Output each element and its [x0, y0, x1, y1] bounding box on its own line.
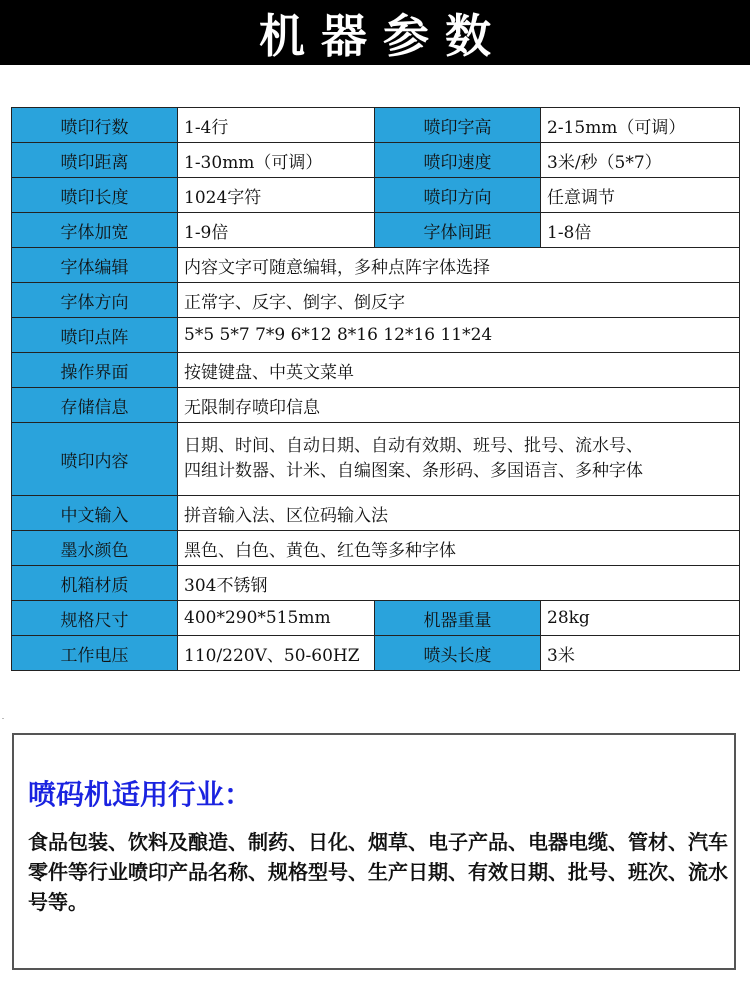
header-banner: [0, 0, 750, 65]
spec-row: [12, 636, 740, 671]
spec-value: 1-8倍: [541, 213, 740, 248]
spec-row: [12, 423, 740, 496]
spec-label: 喷印点阵: [12, 318, 178, 353]
spec-label: 字体方向: [12, 283, 178, 318]
spec-value-line: 日期、时间、自动日期、自动有效期、班号、批号、流水号、: [184, 436, 643, 456]
spec-value: 1-4行: [178, 108, 375, 143]
spec-table: [11, 107, 740, 671]
spec-row: [12, 496, 740, 531]
spec-value-line: 四组计数器、计米、自编图案、条形码、多国语言、多种字体: [184, 461, 643, 481]
spec-row: [12, 143, 740, 178]
spec-value: 400*290*515mm: [178, 601, 375, 636]
spec-label: 喷印长度: [12, 178, 178, 213]
spec-row: [12, 531, 740, 566]
spec-label: 喷印字高: [375, 108, 541, 143]
spec-row: [12, 388, 740, 423]
industry-description: 食品包装、饮料及酿造、制药、日化、烟草、电子产品、电器电缆、管材、汽车零件等行业喷印产品名称、规格型号、生产日期、有效日期、批号、班次、流水号等。: [28, 830, 728, 914]
spec-value: [178, 423, 740, 496]
spec-row: [12, 248, 740, 283]
spec-value: 3米/秒（5*7）: [541, 143, 740, 178]
spec-label: 字体加宽: [12, 213, 178, 248]
spec-value: 3米: [541, 636, 740, 671]
spec-label: 喷印方向: [375, 178, 541, 213]
industry-title: 喷码机适用行业：: [28, 778, 253, 811]
spec-label: 墨水颜色: [12, 531, 178, 566]
spec-value: 任意调节: [541, 178, 740, 213]
spec-row: [12, 318, 740, 353]
spec-label: 存储信息: [12, 388, 178, 423]
spec-row: [12, 213, 740, 248]
spec-value: 按键键盘、中英文菜单: [178, 353, 740, 388]
spec-value: 1024字符: [178, 178, 375, 213]
page-title: 机器参数: [259, 8, 507, 63]
spec-value: 1-30mm（可调）: [178, 143, 375, 178]
spec-row: [12, 353, 740, 388]
spec-label: 喷印内容: [12, 423, 178, 496]
spec-row: [12, 108, 740, 143]
spec-value: 5*5 5*7 7*9 6*12 8*16 12*16 11*24: [178, 318, 740, 353]
spec-value: 正常字、反字、倒字、倒反字: [178, 283, 740, 318]
spec-label: 字体编辑: [12, 248, 178, 283]
spec-row: [12, 283, 740, 318]
spec-label: 工作电压: [12, 636, 178, 671]
spec-row: [12, 601, 740, 636]
spec-label: 中文输入: [12, 496, 178, 531]
spec-label: 喷印行数: [12, 108, 178, 143]
spec-row: [12, 178, 740, 213]
spec-label: 字体间距: [375, 213, 541, 248]
spec-value: 拼音输入法、区位码输入法: [178, 496, 740, 531]
spec-label: 喷印距离: [12, 143, 178, 178]
spec-label: 规格尺寸: [12, 601, 178, 636]
spec-value: 2-15mm（可调）: [541, 108, 740, 143]
spec-value: 黑色、白色、黄色、红色等多种字体: [178, 531, 740, 566]
spec-label: 操作界面: [12, 353, 178, 388]
spec-label: 机箱材质: [12, 566, 178, 601]
spec-value: 无限制存喷印信息: [178, 388, 740, 423]
spec-value: 28kg: [541, 601, 740, 636]
spec-value: 304不锈钢: [178, 566, 740, 601]
spec-label: 喷印速度: [375, 143, 541, 178]
spec-value: 1-9倍: [178, 213, 375, 248]
spec-label: 机器重量: [375, 601, 541, 636]
spec-value: 内容文字可随意编辑，多种点阵字体选择: [178, 248, 740, 283]
spec-value: 110/220V、50-60HZ: [178, 636, 375, 671]
spec-row: [12, 566, 740, 601]
divider: [2, 718, 4, 719]
spec-label: 喷头长度: [375, 636, 541, 671]
industry-panel: [12, 733, 736, 970]
